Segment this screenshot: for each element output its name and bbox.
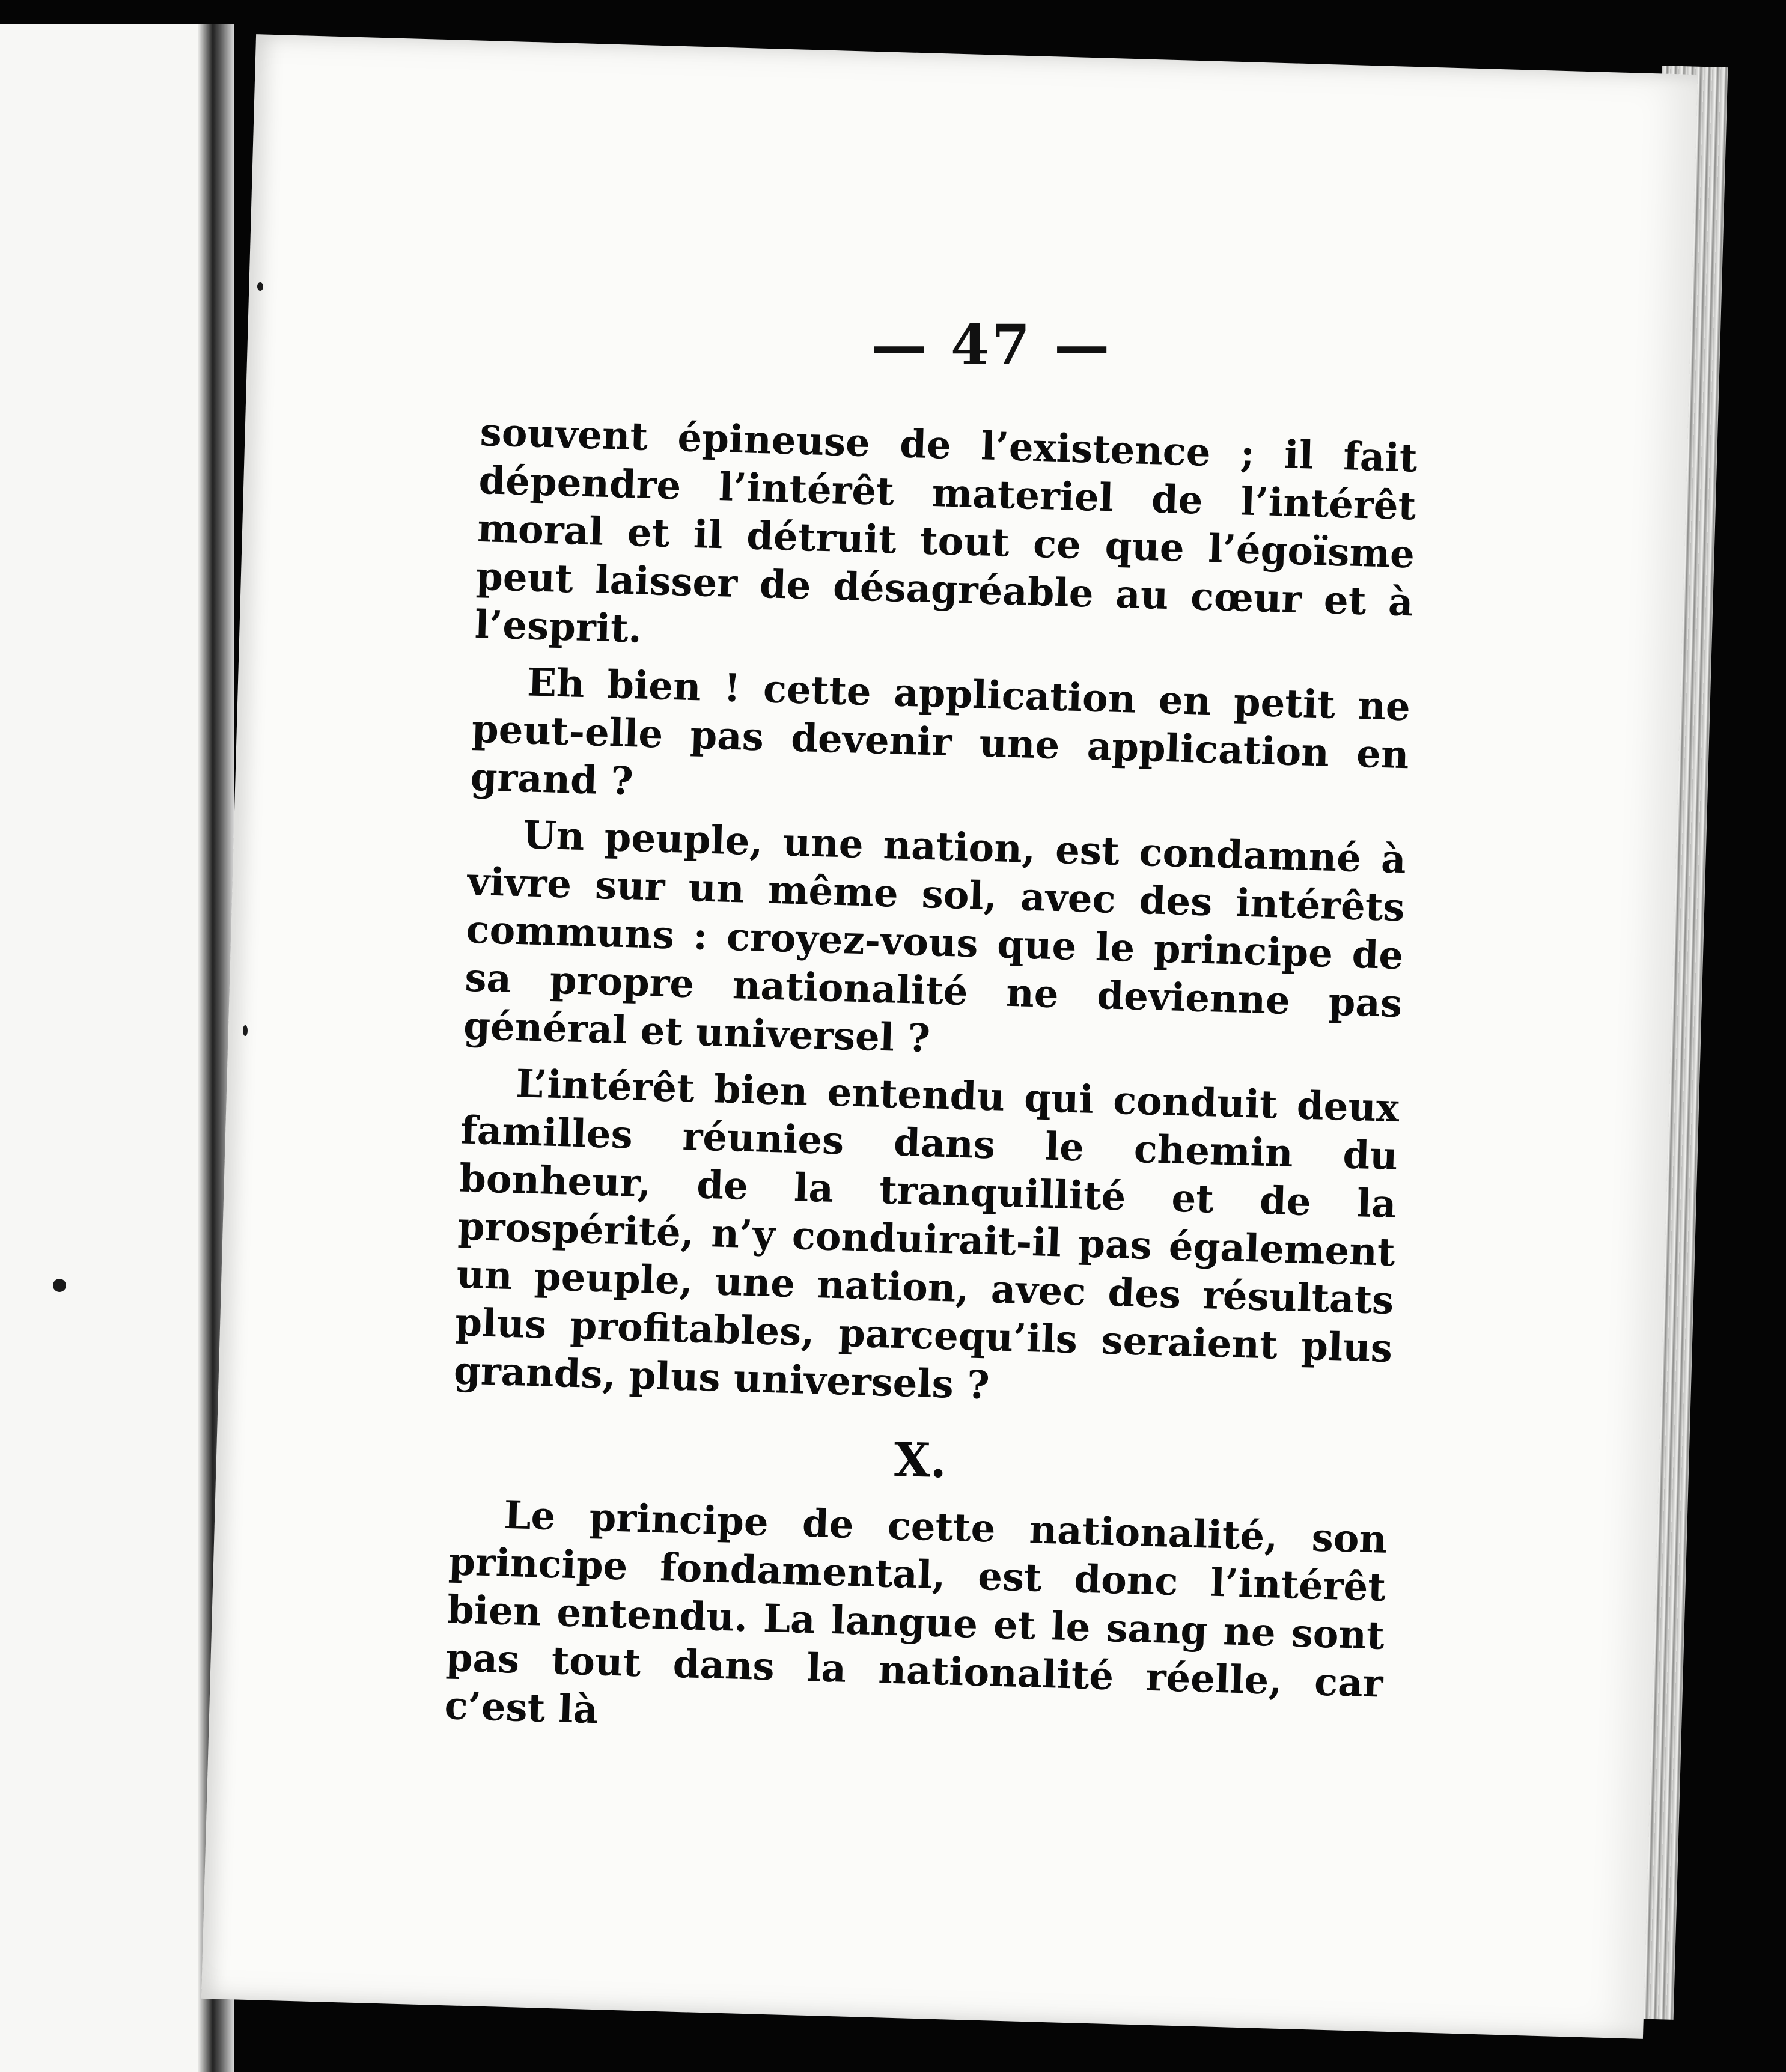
- paragraph-2: Eh bien ! cette application en petit ne peut-elle pas devenir une application en grand ?: [469, 660, 1411, 805]
- section-heading: X.: [893, 1432, 948, 1489]
- section-paragraph: Le principe de cette nationalité, son principe fondamental, est donc l’intérêt bien entendu. La langue et le sang ne sont pas tout dans la nationalité réelle, car c’est là: [443, 1492, 1388, 1733]
- body-text: [444, 409, 1418, 1757]
- ink-speck: [257, 282, 263, 291]
- ink-speck: [243, 1025, 248, 1036]
- ink-speck: [53, 1279, 66, 1292]
- paragraph-1: souvent épineuse de l’existence ; il fait dépendre l’intérêt materiel de l’intérêt moral et il détruit tout ce que l’égoïsme peut laisser de désagréable au cœur et à l’esprit.: [474, 409, 1418, 652]
- page-number: — 47 —: [871, 312, 1112, 377]
- paragraph-4: L’intérêt bien entendu qui conduit deux familles réunies dans le chemin du bonheur, de la tranquillité et de la prospérité, n’y conduirait-il pas également un peuple, une nation, avec des résultats plus profitables, parcequ’ils seraient plus grands, plus universels ?: [453, 1061, 1400, 1409]
- previous-page-edge: [0, 24, 216, 2072]
- paragraph-3: Un peuple, une nation, est condamné à vivre sur un même sol, avec des intérêts communs : croyez-vous que le principe de sa propre nationalité ne devienne pas général et universel ?: [463, 812, 1407, 1062]
